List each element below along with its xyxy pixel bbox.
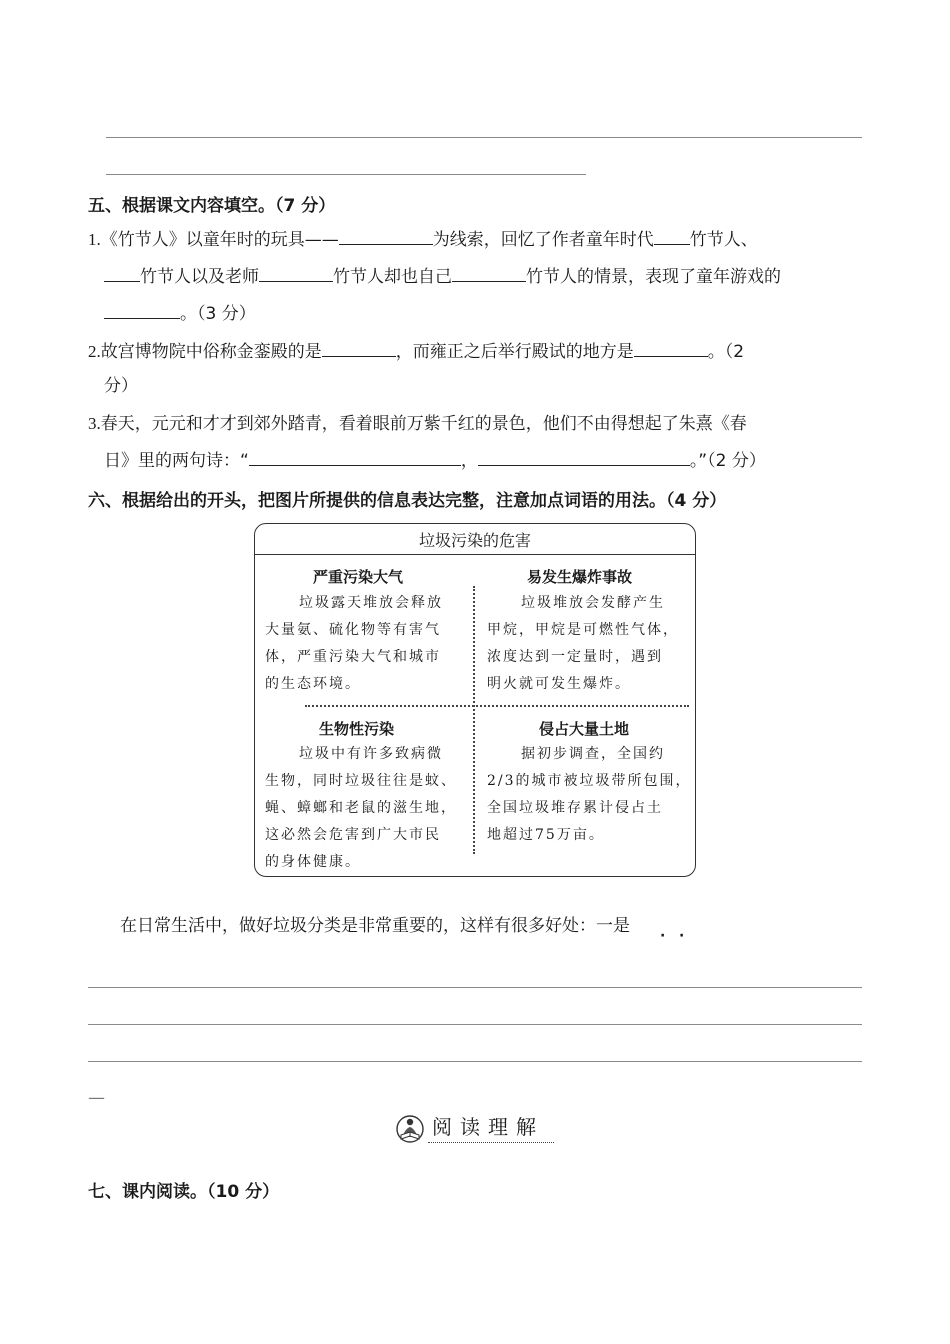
fill-blank[interactable] bbox=[478, 449, 690, 466]
question-number: 1. bbox=[88, 230, 101, 249]
fill-blank[interactable] bbox=[104, 302, 180, 319]
answer-line[interactable] bbox=[106, 137, 862, 138]
infobox-horizontal-divider bbox=[305, 705, 689, 707]
answer-line-end: — bbox=[88, 1088, 105, 1108]
cell-text-air-pollution: 垃圾露天堆放会释放 大量氨、硫化物等有害气 体，严重污染大气和城市 的生态环境。 bbox=[265, 595, 443, 692]
cell-text-land: 据初步调查，全国约 2/3的城市被垃圾带所包围， 全国垃圾堆存累计侵占土 地超过75万亩。 bbox=[487, 746, 692, 843]
question-1-line-1 bbox=[88, 228, 758, 252]
fill-blank[interactable] bbox=[634, 340, 708, 357]
fill-blank[interactable] bbox=[452, 265, 526, 282]
banner-underline bbox=[428, 1142, 554, 1143]
infobox-title: 垃圾污染的危害 bbox=[418, 531, 531, 550]
garbage-pollution-infobox bbox=[254, 523, 696, 877]
question-1-line-3 bbox=[104, 302, 256, 326]
cell-title-explosion: 易发生爆炸事故 bbox=[527, 568, 633, 586]
answer-line[interactable] bbox=[106, 174, 586, 175]
question-text: 故宫博物院中俗称金銮殿的是 bbox=[100, 342, 322, 362]
cell-title-land: 侵占大量土地 bbox=[539, 720, 630, 738]
question-number: 3. bbox=[88, 414, 101, 433]
question-text: 竹节人的情景，表现了童年游戏的 bbox=[526, 267, 781, 287]
question-text: 。（3 分） bbox=[180, 304, 256, 324]
question-2-line-2: 分） bbox=[104, 376, 138, 396]
cell-text-explosion: 垃圾堆放会发酵产生 甲烷，甲烷是可燃性气体， 浓度达到一定量时，遇到 明火就可发生爆炸。 bbox=[487, 595, 679, 692]
cell-title-air-pollution: 严重污染大气 bbox=[313, 568, 404, 586]
question-number: 2. bbox=[88, 342, 101, 361]
question-text: 《竹节人》以童年时的玩具—— bbox=[100, 230, 339, 250]
infobox-vertical-divider bbox=[473, 586, 475, 854]
infobox-title-divider bbox=[255, 554, 695, 555]
answer-line[interactable] bbox=[88, 1024, 862, 1025]
writing-prompt: 在日常生活中，做好垃圾分类是非常重要的，这样有很多好处：一是 bbox=[120, 916, 630, 936]
fill-blank[interactable] bbox=[249, 449, 461, 466]
question-text: 日》里的两句诗：“ bbox=[104, 451, 249, 471]
fill-blank[interactable] bbox=[104, 265, 140, 282]
question-text: ，而雍正之后举行殿试的地方是 bbox=[395, 342, 634, 362]
question-text: ， bbox=[460, 451, 478, 471]
answer-line[interactable] bbox=[88, 1061, 862, 1062]
question-text: 为线索，回忆了作者童年时代 bbox=[432, 230, 654, 250]
reading-comprehension-title: 阅读理解 bbox=[432, 1115, 544, 1139]
question-2-line-1 bbox=[88, 340, 744, 364]
fill-blank[interactable] bbox=[654, 228, 690, 245]
section-6-heading: 六、根据给出的开头，把图片所提供的信息表达完整，注意加点词语的用法。（4 分） bbox=[88, 491, 727, 511]
question-3-line-2 bbox=[104, 449, 766, 473]
question-text: 竹节人以及老师 bbox=[140, 267, 259, 287]
question-text: 竹节人却也自己 bbox=[333, 267, 452, 287]
answer-line[interactable] bbox=[88, 987, 862, 988]
emphasis-dot: · bbox=[660, 928, 666, 944]
book-person-icon bbox=[396, 1113, 424, 1145]
emphasis-dot: · bbox=[679, 928, 685, 944]
question-text: 春天，元元和才才到郊外踏青，看着眼前万紫千红的景色，他们不由得想起了朱熹《春 bbox=[100, 414, 747, 434]
question-text: 竹节人、 bbox=[689, 230, 758, 250]
question-text: 。”（2 分） bbox=[689, 451, 766, 471]
cell-title-biological: 生物性污染 bbox=[319, 720, 395, 738]
fill-blank[interactable] bbox=[322, 340, 396, 357]
fill-blank[interactable] bbox=[259, 265, 333, 282]
cell-text-biological: 垃圾中有许多致病微 生物，同时垃圾往往是蚊、 蝇、蟑螂和老鼠的滋生地， 这必然会危害到广大市民 的身体健康。 bbox=[265, 746, 457, 870]
question-3-line-1 bbox=[88, 412, 747, 436]
question-1-line-2 bbox=[104, 265, 781, 289]
fill-blank[interactable] bbox=[339, 228, 433, 245]
question-text: 。（2 bbox=[707, 342, 745, 362]
section-7-heading: 七、课内阅读。（10 分） bbox=[88, 1182, 280, 1202]
section-5-heading: 五、根据课文内容填空。（7 分） bbox=[88, 196, 336, 216]
